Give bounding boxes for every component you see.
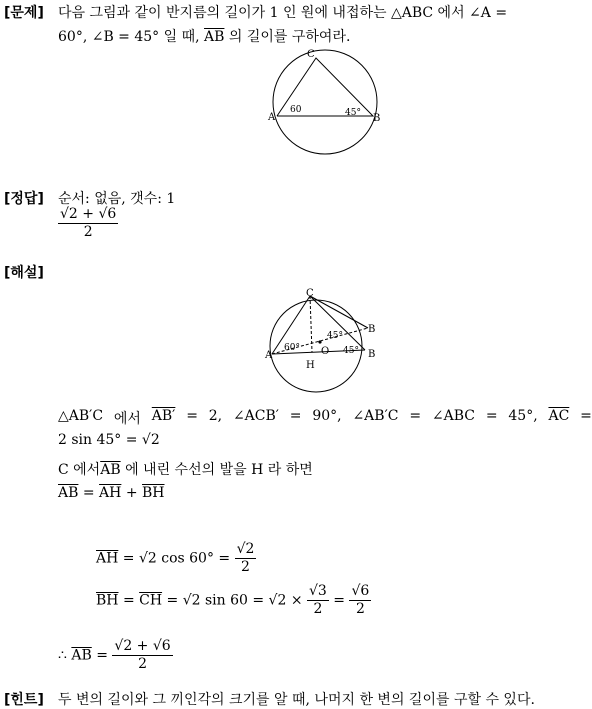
circle — [273, 50, 377, 154]
label-c: C — [307, 49, 315, 60]
conclusion: ∴ $\overline{AB}$ = $\frac{√2 + √6}{2}$ — [58, 638, 171, 672]
side-cbp — [310, 296, 368, 328]
explanation-line-1: △AB′C 에서 AB′ = 2, ∠ACB′ = 90°, ∠AB′C = ∠ABC = 45°, $\overline{AC}$ = — [58, 408, 592, 427]
explanation-line-4: $\overline{AB} = \overline{AH} + \overline{BH}$ — [58, 485, 165, 501]
label-o: O — [321, 346, 330, 357]
angle-a: 60 — [290, 105, 302, 115]
hint-label: [힌트] — [4, 692, 44, 708]
equation-ah: $\overline{AH} = √2$ cos 60° = $\frac{√2}{2}$ — [96, 541, 255, 575]
equation-bh: $\overline{BH} = \overline{CH} = √2$ sin 60 = √2 × $\frac{√3}{2}$ = $\frac{√6}{2}$ — [96, 583, 370, 617]
label-bp: B — [368, 324, 376, 335]
segment-abp: AB′ — [151, 408, 176, 424]
problem-line-2: 60°, ∠B = 45° 일 때, $\overline{AB}$ 의 길이를 구하여라. — [58, 29, 351, 45]
label-a: A — [265, 350, 273, 361]
label-h: H — [306, 360, 315, 371]
explanation-label: [해설] — [4, 265, 44, 281]
angle-a: 60° — [284, 343, 300, 353]
explanation-line-3: C 에서$\overline{AB}$ 에 내린 수선의 발을 H 라 하면 — [58, 462, 313, 478]
center-o — [318, 340, 321, 343]
angle-b: 45° — [345, 108, 361, 118]
hint-text: 두 변의 길이와 그 끼인각의 크기를 알 때, 나머지 한 변의 길이를 구할 수 있다. — [58, 692, 535, 708]
figure-inscribed-triangle — [266, 44, 384, 160]
segment-ac: $\overline{AC}$ — [548, 408, 570, 424]
answer-order: 순서: 없음, 갯수: 1 — [58, 191, 176, 207]
label-a: A — [268, 112, 276, 123]
label-b: B — [373, 113, 381, 124]
answer-fraction: $\frac{√2 + √6}{2}$ — [60, 206, 117, 240]
label-b: B — [368, 349, 376, 360]
label-c: C — [306, 288, 314, 299]
segment-ab: $\overline{AB}$ — [204, 29, 225, 45]
angle-1: 45° — [327, 331, 343, 341]
explanation-line-2: 2 sin 45° = √2 — [58, 432, 160, 448]
figure-explanation — [264, 286, 388, 396]
problem-label: [문제] — [4, 5, 44, 21]
angle-2: 45° — [343, 346, 359, 356]
problem-line-1: 다음 그림과 같이 반지름의 길이가 1 인 원에 내접하는 △ABC 에서 ∠A = — [58, 5, 508, 21]
answer-label: [정답] — [4, 191, 44, 207]
